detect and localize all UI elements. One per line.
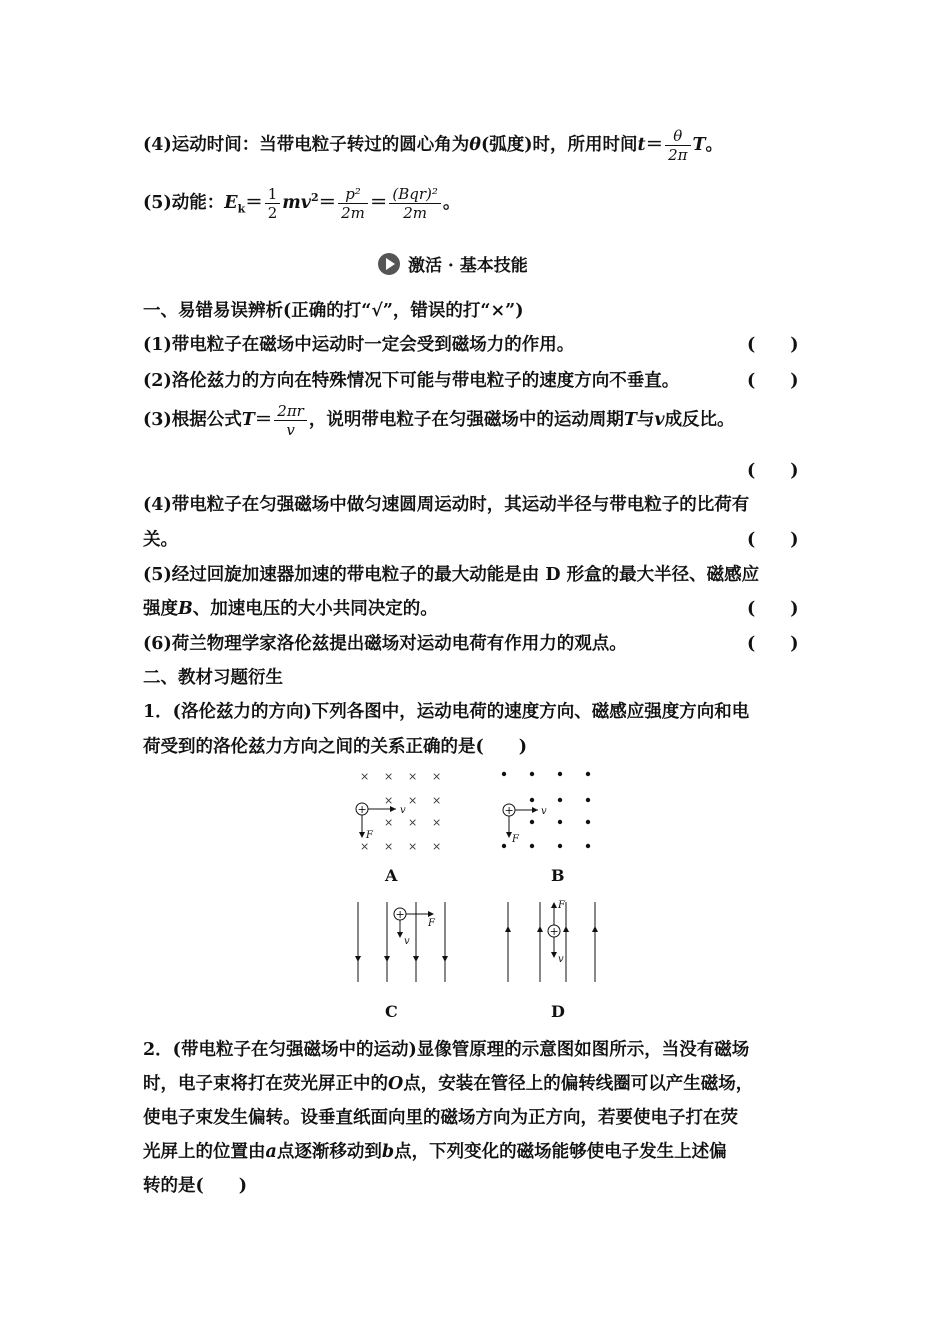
svg-text:×: × — [408, 770, 418, 783]
numerator: θ — [665, 127, 690, 146]
point-a: a — [265, 1142, 277, 1162]
svg-text:×: × — [432, 840, 442, 853]
v-label: v — [541, 806, 547, 817]
section-title-text: 激活 · 基本技能 — [408, 256, 528, 276]
equals: ＝ — [254, 410, 273, 430]
formula-line-4 — [143, 127, 723, 164]
text: 时，电子束将打在荧光屏正中的 — [143, 1074, 388, 1094]
problem-2-line2 — [143, 1070, 753, 1095]
period: 。 — [705, 135, 724, 155]
answer-blank-1[interactable]: ( ) — [747, 335, 799, 355]
problem-2-line5: 转的是( ) — [143, 1176, 248, 1196]
f-label: F — [428, 918, 435, 929]
answer-blank-5[interactable]: ( ) — [747, 599, 799, 619]
figure-c — [350, 898, 450, 986]
text: 强度 — [143, 599, 178, 619]
var-E: E — [224, 193, 238, 213]
question-4-line1: (4)带电粒子在匀强磁场中做匀速圆周运动时，其运动半径与带电粒子的比荷有 — [143, 495, 750, 515]
denominator: 2 — [267, 204, 278, 222]
fraction-p — [338, 185, 368, 222]
play-icon — [378, 253, 400, 275]
figure-d — [500, 898, 600, 986]
var-T: T — [241, 410, 255, 430]
svg-text:×: × — [360, 840, 370, 853]
svg-text:×: × — [360, 770, 370, 783]
part1-heading: 一、易错易误辨析(正确的打“√”，错误的打“×”) — [143, 301, 524, 321]
svg-text:×: × — [408, 794, 418, 807]
var-mv: mv — [282, 193, 311, 213]
var-v: v — [654, 410, 665, 430]
text: 点，下列变化的磁场能够使电子发生上述偏 — [394, 1142, 727, 1162]
svg-text:×: × — [384, 770, 394, 783]
svg-text:×: × — [432, 816, 442, 829]
denominator: 2m — [403, 204, 428, 222]
text: ，说明带电粒子在匀强磁场中的运动周期 — [308, 410, 624, 430]
figure-a — [352, 766, 447, 856]
problem-2-line3: 使电子束发生偏转。设垂直纸面向里的磁场方向为正方向，若要使电子打在荧 — [143, 1108, 738, 1128]
figure-label-c: C — [385, 1002, 398, 1021]
svg-text:×: × — [384, 816, 394, 829]
svg-text:+: + — [504, 804, 514, 817]
text: (3)根据公式 — [143, 410, 242, 430]
figure-label-a: A — [385, 866, 398, 885]
text: 与 — [636, 410, 655, 430]
problem-2-line1: 2．(带电粒子在匀强磁场中的运动)显像管原理的示意图如图所示，当没有磁场 — [143, 1040, 750, 1060]
equals: ＝ — [645, 135, 664, 155]
question-5-line2 — [143, 595, 438, 620]
numerator: (Bqr)² — [389, 185, 441, 204]
numerator: 2πr — [274, 402, 307, 421]
problem-2-line4 — [143, 1138, 727, 1163]
denominator: 2m — [341, 204, 365, 222]
v-label: v — [558, 954, 564, 965]
svg-text:×: × — [384, 794, 394, 807]
numerator: 1 — [265, 185, 281, 204]
f-label: F — [558, 900, 565, 911]
text: 成反比。 — [664, 410, 735, 430]
point-b: b — [381, 1142, 395, 1162]
f-label: F — [512, 834, 519, 845]
svg-text:×: × — [432, 794, 442, 807]
question-3 — [143, 402, 735, 439]
problem-1-line1: 1．(洛伦兹力的方向)下列各图中，运动电荷的速度方向、磁感应强度方向和电 — [143, 702, 750, 722]
period: 。 — [442, 193, 461, 213]
answer-blank-4[interactable]: ( ) — [747, 530, 799, 550]
svg-text:×: × — [384, 840, 394, 853]
var-t: t — [637, 135, 646, 155]
svg-text:+: + — [395, 908, 405, 921]
text: 光屏上的位置由 — [143, 1142, 266, 1162]
answer-blank-6[interactable]: ( ) — [747, 634, 799, 654]
question-4-line2: 关。 — [143, 530, 178, 550]
denominator: 2π — [668, 146, 688, 164]
svg-text:×: × — [408, 816, 418, 829]
equals: ＝ — [369, 193, 388, 213]
question-2: (2)洛伦兹力的方向在特殊情况下可能与带电粒子的速度方向不垂直。 — [143, 371, 680, 391]
figure-label-d: D — [551, 1002, 565, 1021]
fraction — [665, 127, 690, 164]
equals: ＝ — [318, 193, 337, 213]
section-title — [378, 251, 528, 276]
var-T: T — [623, 410, 637, 430]
superscript: 2 — [310, 191, 319, 205]
fraction — [274, 402, 307, 439]
svg-text:+: + — [357, 803, 367, 816]
text: (5)动能： — [143, 193, 225, 213]
figure-label-b: B — [551, 866, 565, 885]
text: (弧度)时，所用时间 — [480, 135, 638, 155]
text: 点逐渐移动到 — [276, 1142, 382, 1162]
point-O: O — [388, 1074, 404, 1094]
answer-blank-3[interactable]: ( ) — [747, 461, 799, 481]
question-1: (1)带电粒子在磁场中运动时一定会受到磁场力的作用。 — [143, 335, 575, 355]
answer-blank-2[interactable]: ( ) — [747, 371, 799, 391]
subscript-k: k — [237, 202, 246, 216]
problem-1-line2: 荷受到的洛伦兹力方向之间的关系正确的是( ) — [143, 737, 528, 757]
text: 、加速电压的大小共同决定的。 — [192, 599, 438, 619]
theta: θ — [469, 135, 481, 155]
var-T: T — [692, 135, 706, 155]
fraction-bqr — [389, 185, 441, 222]
svg-text:+: + — [549, 925, 559, 938]
svg-text:×: × — [408, 840, 418, 853]
part2-heading: 二、教材习题衍生 — [143, 668, 283, 688]
v-label: v — [400, 805, 406, 816]
text: 点，安装在管径上的偏转线圈可以产生磁场， — [403, 1074, 754, 1094]
denominator: v — [286, 421, 295, 439]
text: (4)运动时间：当带电粒子转过的圆心角为 — [143, 135, 470, 155]
equals: ＝ — [245, 193, 263, 213]
v-label: v — [404, 936, 410, 947]
figure-b — [498, 766, 598, 856]
question-5-line1: (5)经过回旋加速器加速的带电粒子的最大动能是由 D 形盒的最大半径、磁感应 — [143, 565, 760, 585]
var-B: B — [178, 599, 193, 619]
svg-text:×: × — [432, 770, 442, 783]
fraction-half — [265, 185, 281, 222]
numerator: p² — [338, 185, 368, 204]
question-6: (6)荷兰物理学家洛伦兹提出磁场对运动电荷有作用力的观点。 — [143, 634, 627, 654]
formula-line-5 — [143, 185, 460, 222]
f-label: F — [366, 830, 373, 841]
